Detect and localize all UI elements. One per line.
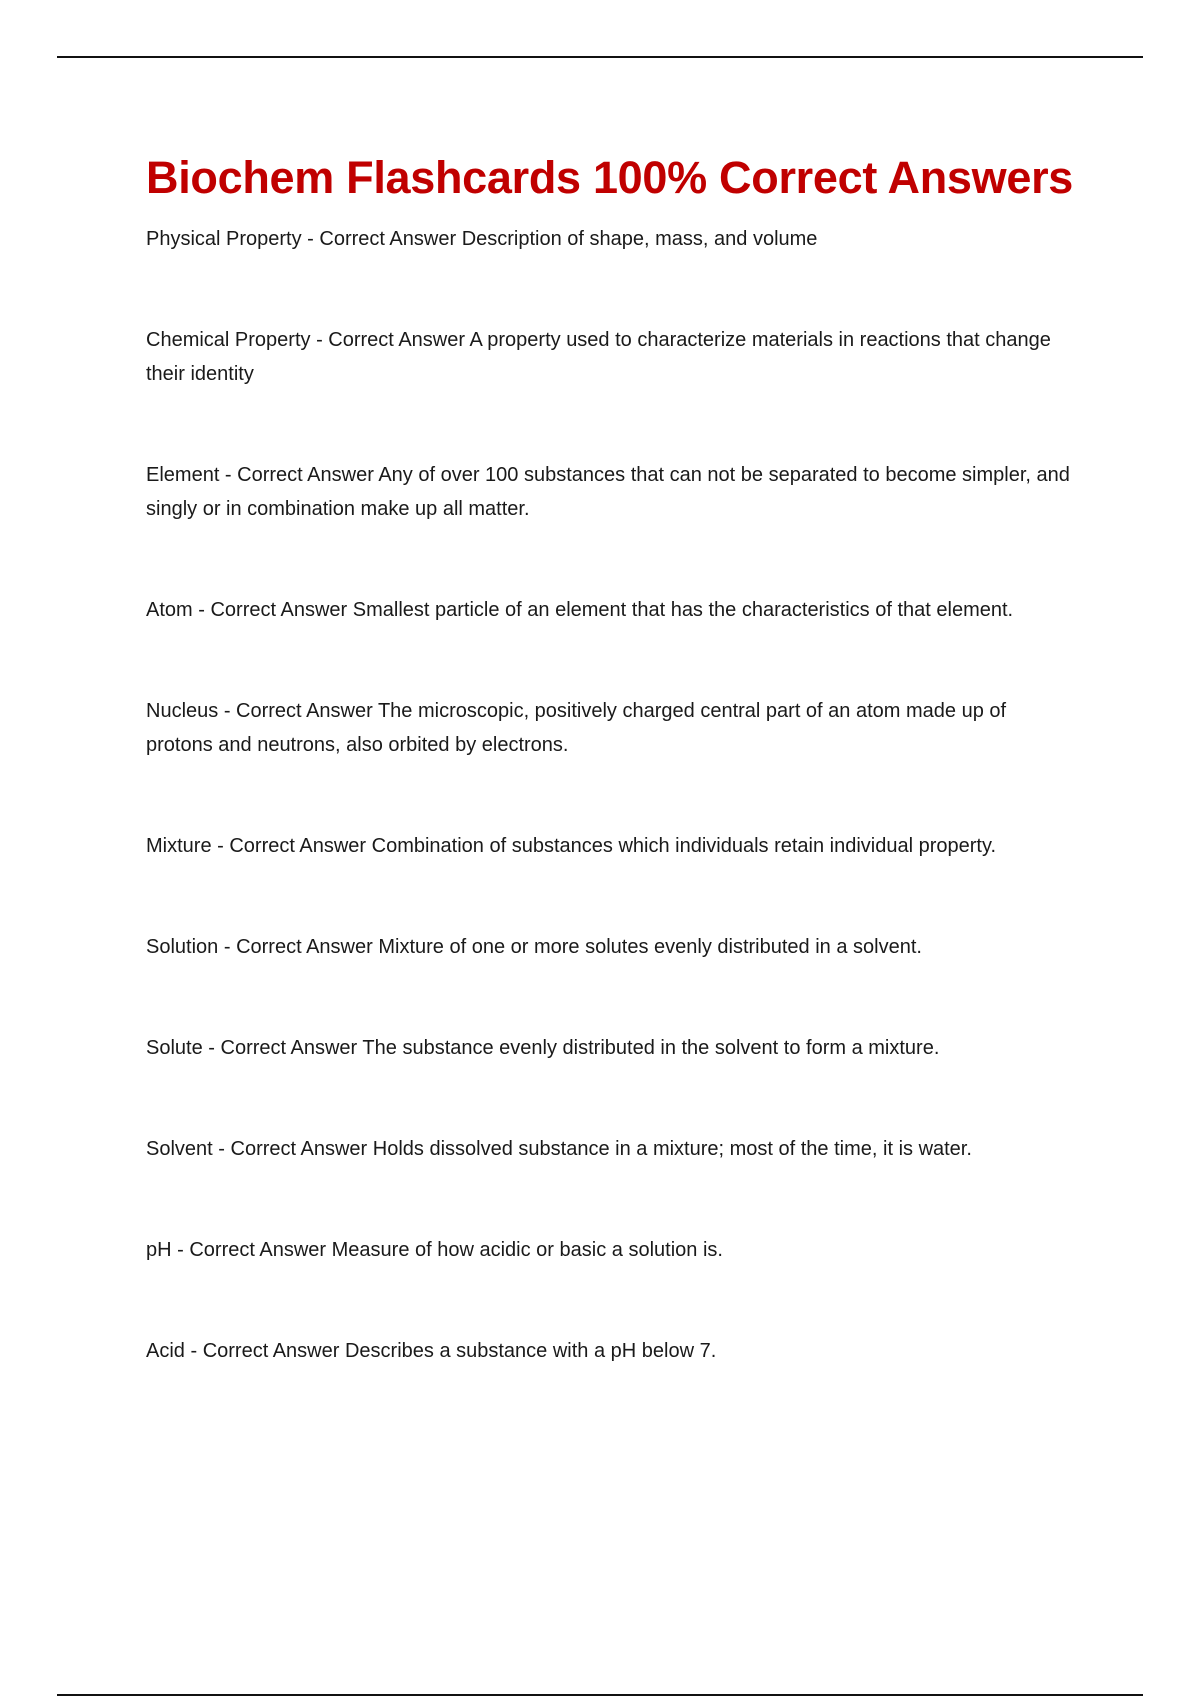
flashcard-term: Atom <box>146 599 193 621</box>
flashcard-term: Solution <box>146 936 219 958</box>
answer-label: Correct Answer <box>328 329 466 351</box>
flashcard-item <box>146 930 1076 964</box>
flashcard-definition: Describes a substance with a pH below 7. <box>344 1340 717 1362</box>
flashcard-item <box>146 222 1076 256</box>
flashcard-item <box>146 694 1076 762</box>
flashcard-term: Acid <box>146 1340 185 1362</box>
flashcard-item <box>146 458 1076 526</box>
flashcard-list <box>146 222 1076 1368</box>
flashcard-definition: A property used to characterize materials in reactions that change their identity <box>146 329 1051 385</box>
answer-label: Correct Answer <box>189 1239 327 1261</box>
term-separator <box>218 700 236 722</box>
document-body <box>146 150 1076 1368</box>
flashcard-term: Solvent <box>146 1138 213 1160</box>
flashcard-term: Nucleus <box>146 700 219 722</box>
flashcard-item <box>146 1132 1076 1166</box>
answer-label: Correct Answer <box>220 1037 358 1059</box>
term-separator <box>219 464 237 486</box>
answer-label: Correct Answer <box>237 464 374 486</box>
term-separator <box>218 936 236 958</box>
flashcard-definition: Combination of substances which individuals retain individual property. <box>371 835 997 857</box>
answer-label: Correct Answer <box>229 835 367 857</box>
term-separator <box>185 1340 203 1362</box>
flashcard-term: pH <box>146 1239 172 1261</box>
flashcard-definition: Mixture of one or more solutes evenly distributed in a solvent. <box>378 936 922 958</box>
flashcard-item <box>146 1334 1076 1368</box>
flashcard-definition: Holds dissolved substance in a mixture; most of the time, it is water. <box>372 1138 972 1160</box>
term-separator <box>311 329 329 351</box>
flashcard-definition: Smallest particle of an element that has the characteristics of that element. <box>352 599 1014 621</box>
flashcard-item <box>146 593 1076 627</box>
flashcard-definition: Measure of how acidic or basic a solution is. <box>331 1239 723 1261</box>
flashcard-definition: The substance evenly distributed in the solvent to form a mixture. <box>362 1037 940 1059</box>
term-separator <box>302 228 320 250</box>
answer-label: Correct Answer <box>202 1340 340 1362</box>
flashcard-definition: The microscopic, positively charged central part of an atom made up of protons and neutrons, also orbited by electrons. <box>146 700 1007 756</box>
answer-label: Correct Answer <box>236 936 373 958</box>
top-divider <box>57 56 1143 58</box>
term-separator <box>193 599 211 621</box>
flashcard-term: Physical Property <box>146 228 302 250</box>
document-title: Biochem Flashcards 100% Correct Answers <box>146 152 1074 203</box>
flashcard-term: Mixture <box>146 835 212 857</box>
term-separator <box>212 835 230 857</box>
answer-label: Correct Answer <box>210 599 348 621</box>
answer-label: Correct Answer <box>230 1138 368 1160</box>
term-separator <box>203 1037 221 1059</box>
answer-label: Correct Answer <box>236 700 373 722</box>
term-separator <box>172 1239 190 1261</box>
flashcard-definition: Any of over 100 substances that can not be separated to become simpler, and singly or in combination make up all matter. <box>146 464 1070 520</box>
flashcard-definition: Description of shape, mass, and volume <box>461 228 818 250</box>
term-separator <box>213 1138 231 1160</box>
flashcard-item <box>146 829 1076 863</box>
flashcard-item <box>146 323 1076 391</box>
answer-label: Correct Answer <box>319 228 457 250</box>
flashcard-term: Solute <box>146 1037 203 1059</box>
flashcard-term: Chemical Property <box>146 329 311 351</box>
flashcard-item <box>146 1233 1076 1267</box>
flashcard-term: Element <box>146 464 220 486</box>
flashcard-item <box>146 1031 1076 1065</box>
bottom-divider <box>57 1694 1143 1696</box>
